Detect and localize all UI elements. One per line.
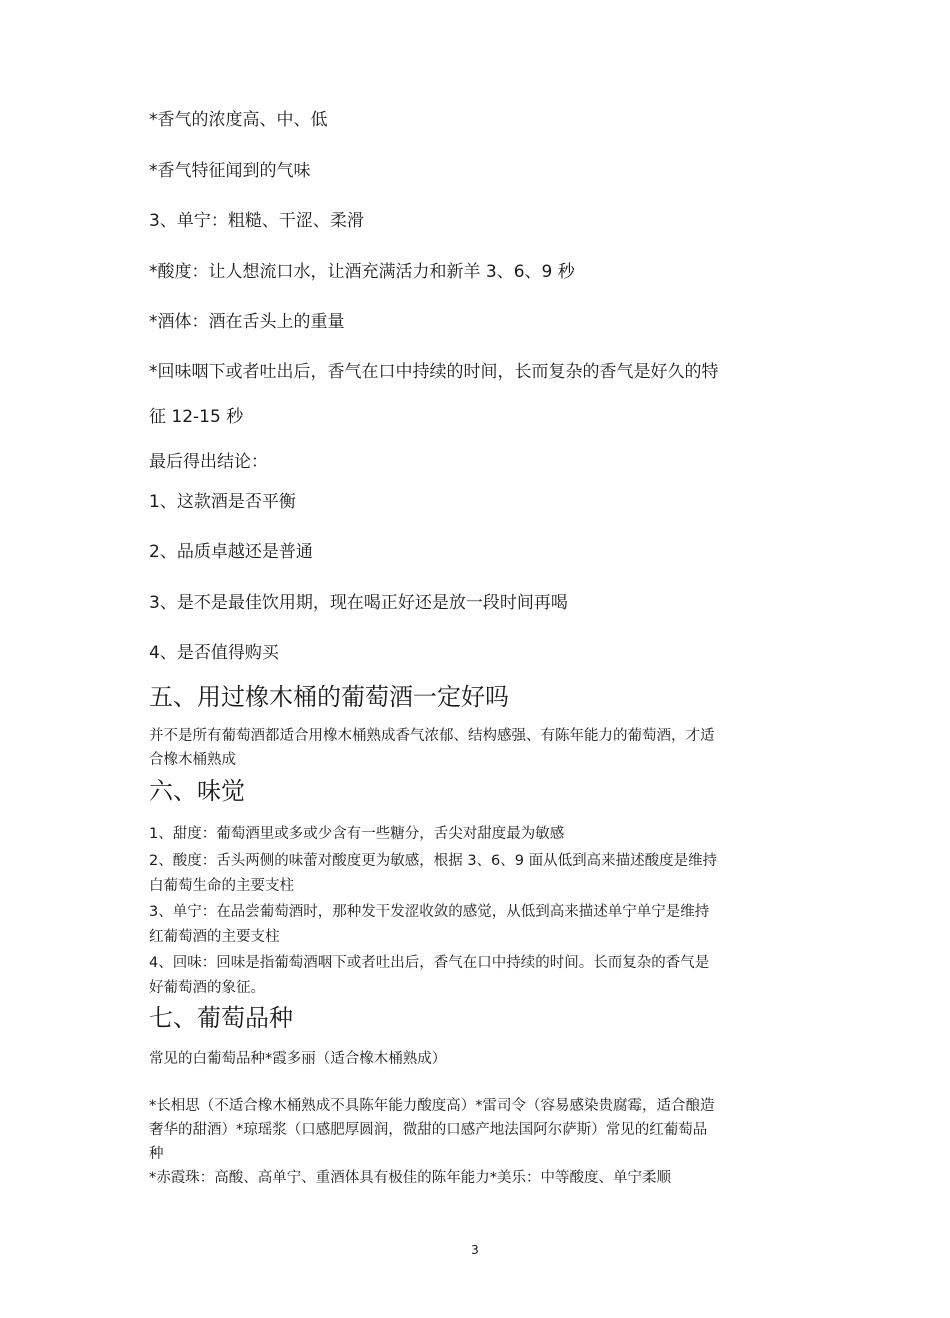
paragraph-line: 好葡萄酒的象征。 xyxy=(149,980,265,996)
paragraph-line: 奢华的甜酒）*琼瑶浆（口感肥厚圆润，微甜的口感产地法国阿尔萨斯）常见的红葡萄品 xyxy=(149,1122,708,1138)
text-line: 最后得出结论： xyxy=(149,452,268,472)
text-line: *回味咽下或者吐出后，香气在口中持续的时间，长而复杂的香气是好久的特 xyxy=(149,362,719,382)
list-item: 1、这款酒是否平衡 xyxy=(149,492,296,512)
paragraph-line: *长相思（不适合橡木桶熟成不具陈年能力酸度高）*雷司令（容易感染贵腐霉，适合酿造 xyxy=(149,1098,715,1114)
text-line: 3、单宁：粗糙、干涩、柔滑 xyxy=(149,211,364,231)
paragraph-line: 1、甜度：葡萄酒里或多或少含有一些糖分，舌尖对甜度最为敏感 xyxy=(149,826,565,842)
list-item: 3、是不是最佳饮用期，现在喝正好还是放一段时间再喝 xyxy=(149,593,568,613)
text-line: *香气特征闻到的气味 xyxy=(149,161,311,181)
paragraph-line: 种 xyxy=(149,1146,164,1162)
text-line: *酸度：让人想流口水，让酒充满活力和新羊 3、6、9 秒 xyxy=(149,262,575,282)
paragraph-line: 3、单宁：在品尝葡萄酒时，那种发干发涩收敛的感觉，从低到高来描述单宁单宁是维持 xyxy=(149,904,710,920)
paragraph-line: 4、回味：回味是指葡萄酒咽下或者吐出后，香气在口中持续的时间。长而复杂的香气是 xyxy=(149,955,710,971)
text-line: *酒体：酒在舌头上的重量 xyxy=(149,312,345,332)
section-heading-6: 六、味觉 xyxy=(149,777,245,805)
text-line: *香气的浓度高、中、低 xyxy=(149,110,328,130)
paragraph-line: *赤霞珠：高酸、高单宁、重酒体具有极佳的陈年能力*美乐：中等酸度、单宁柔顺 xyxy=(149,1170,671,1186)
page-number: 3 xyxy=(471,1243,479,1257)
paragraph-line: 2、酸度：舌头两侧的味蕾对酸度更为敏感，根据 3、6、9 面从低到高来描述酸度是维持 xyxy=(149,853,718,869)
text-line: 征 12-15 秒 xyxy=(149,407,244,427)
paragraph-line: 红葡萄酒的主要支柱 xyxy=(149,929,280,945)
list-item: 2、品质卓越还是普通 xyxy=(149,542,313,562)
paragraph-line: 合橡木桶熟成 xyxy=(149,752,236,768)
list-item: 4、是否值得购买 xyxy=(149,643,279,663)
section-heading-7: 七、葡萄品种 xyxy=(149,1004,293,1032)
paragraph-line: 常见的白葡萄品种*霞多丽（适合橡木桶熟成） xyxy=(149,1051,447,1067)
paragraph-line: 白葡萄生命的主要支柱 xyxy=(149,878,294,894)
section-heading-5: 五、用过橡木桶的葡萄酒一定好吗 xyxy=(149,683,509,711)
paragraph-line: 并不是所有葡萄酒都适合用橡木桶熟成香气浓郁、结构感强、有陈年能力的葡萄酒，才适 xyxy=(149,728,715,744)
